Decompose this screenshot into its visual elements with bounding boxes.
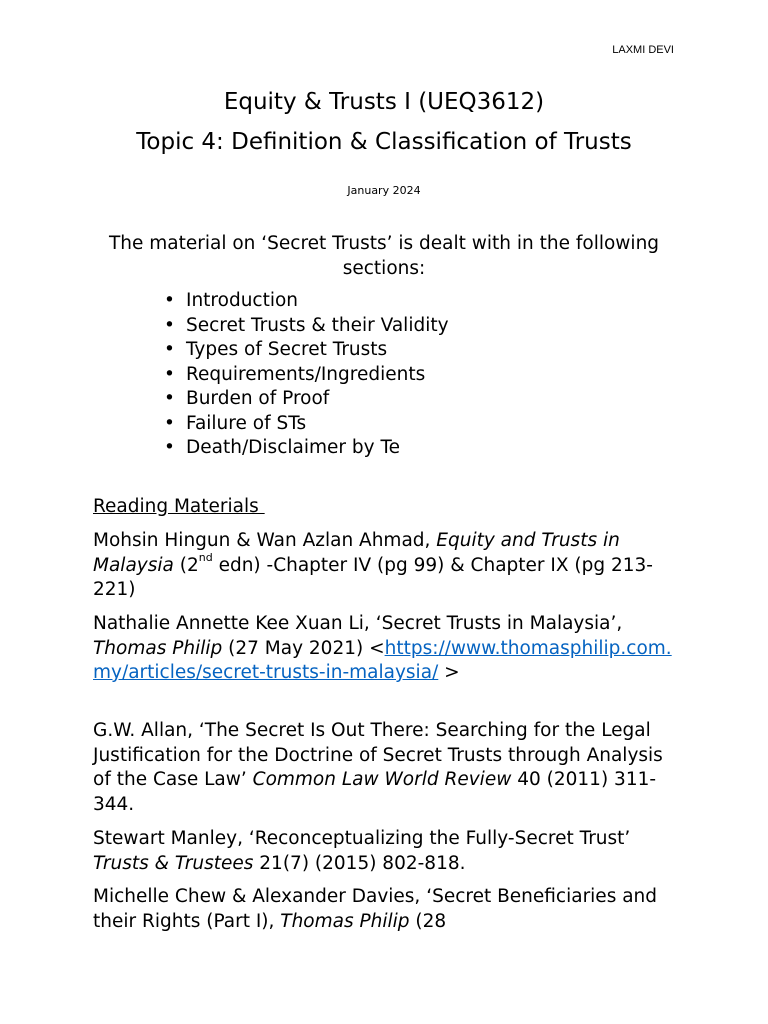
reference-text: Nathalie Annette Kee Xuan Li, ‘Secret Trusts in Malaysia’, — [93, 613, 623, 634]
bullet-icon: • — [164, 314, 175, 336]
list-item — [164, 412, 449, 437]
section-label: Requirements/Ingredients — [186, 363, 426, 385]
section-label: Introduction — [186, 290, 299, 311]
course-title: Equity & Trusts I (UEQ3612) — [223, 89, 545, 115]
topic-title: Topic 4: Definition & Classification of Trusts — [136, 129, 632, 155]
list-item — [164, 289, 449, 314]
reference-details-end: > — [438, 662, 460, 683]
reference-edition: (2 — [173, 554, 199, 576]
reference-details: 21(7) (2015) 802-818. — [253, 852, 466, 874]
reference-entry — [93, 827, 683, 876]
reading-materials-heading: Reading Materials — [93, 496, 265, 517]
section-label: Types of Secret Trusts — [186, 339, 388, 360]
reference-link[interactable]: https://www.thomasphilip.com.my/articles/secret-trusts-in-malaysia/ — [93, 637, 672, 683]
list-item — [164, 314, 449, 339]
reference-details: (27 May 2021) < — [222, 637, 385, 659]
reference-entry — [93, 612, 683, 686]
reference-source: Thomas Philip — [93, 637, 223, 659]
bullet-icon: • — [164, 339, 175, 360]
section-label: Failure of STs — [186, 412, 307, 434]
list-item — [164, 338, 449, 363]
bullet-icon: • — [164, 412, 175, 434]
header-author: LAXMI DEVI — [612, 44, 674, 56]
reference-entry — [93, 529, 683, 603]
reference-source: Trusts & Trustees — [93, 852, 254, 874]
intro-paragraph: The material on ‘Secret Trusts’ is dealt with in the following sections: — [108, 233, 660, 279]
section-label: Death/Disclaimer by Te — [186, 437, 400, 458]
bullet-icon: • — [164, 363, 175, 385]
reference-details: (28 — [409, 910, 447, 932]
bullet-icon: • — [164, 388, 175, 409]
list-item — [164, 363, 449, 388]
reference-details: 40 (2011) 311-344. — [93, 769, 657, 815]
reference-authors: Mohsin Hingun & Wan Azlan Ahmad, — [93, 530, 437, 551]
reference-source: Thomas Philip — [280, 910, 410, 932]
document-date: January 2024 — [347, 184, 421, 197]
reference-title: Equity and Trusts in Malaysia — [93, 530, 620, 576]
bullet-icon: • — [164, 437, 175, 458]
section-label: Secret Trusts & their Validity — [186, 314, 449, 336]
list-item — [164, 387, 449, 412]
reference-entry — [93, 885, 683, 934]
reference-edition-suffix: nd — [198, 551, 213, 565]
list-item — [164, 436, 449, 461]
reference-details: edn) -Chapter IV (pg 99) & Chapter IX (pg 213-221) — [93, 554, 653, 600]
sections-list — [164, 289, 449, 461]
reference-text: G.W. Allan, ‘The Secret Is Out There: Searching for the Legal Justification for the Doctrine of Secret Trusts through Analysis of the Case Law’ — [93, 720, 663, 790]
bullet-icon: • — [164, 290, 175, 311]
reference-text: Michelle Chew & Alexander Davies, ‘Secret Beneficiaries and their Rights (Part I), — [93, 886, 658, 932]
reference-text: Stewart Manley, ‘Reconceptualizing the Fully-Secret Trust’ — [93, 828, 631, 849]
reference-source: Common Law World Review — [252, 769, 512, 790]
reference-entry — [93, 719, 683, 817]
section-label: Burden of Proof — [186, 388, 330, 409]
